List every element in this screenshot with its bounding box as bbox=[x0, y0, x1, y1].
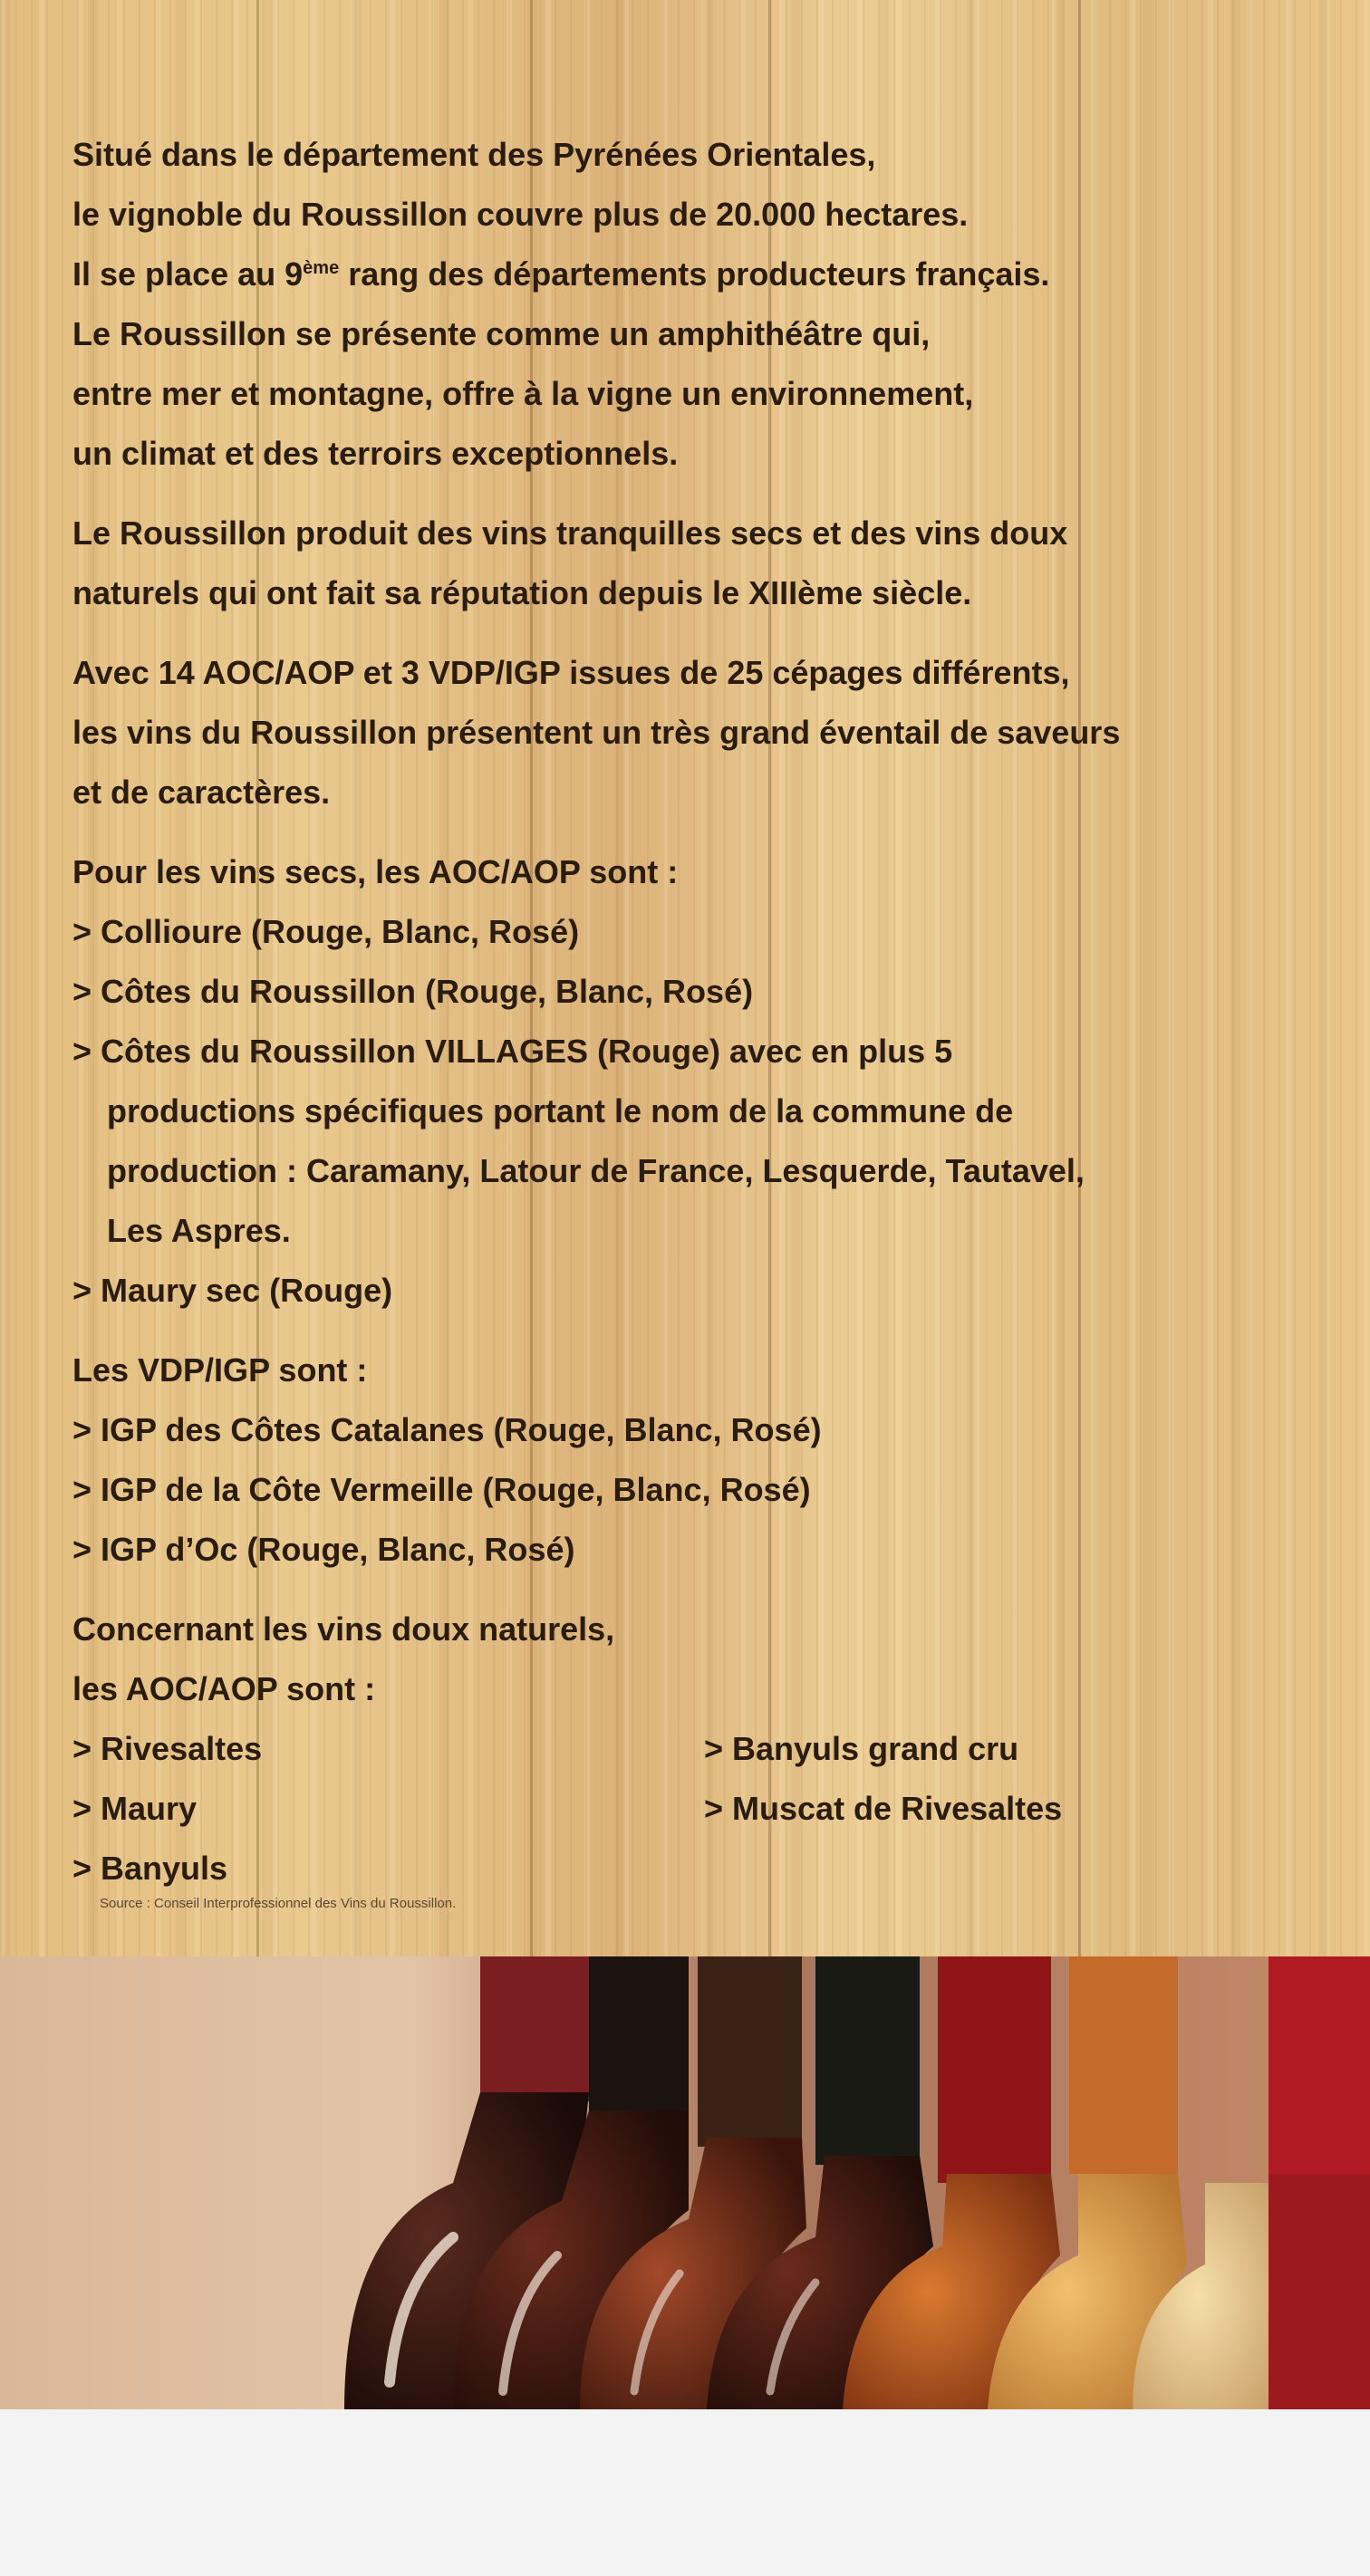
list-heading: Pour les vins secs, les AOC/AOP sont : bbox=[72, 853, 679, 890]
bottle-capsule bbox=[589, 1956, 689, 2129]
list-item-continuation: Les Aspres. bbox=[107, 1212, 291, 1249]
two-column-list bbox=[72, 1719, 1323, 1900]
source-caption: Source : Conseil Interprofessionnel des Vins du Roussillon. bbox=[100, 1896, 457, 1911]
text-line: les vins du Roussillon présentent un très grand éventail de saveurs bbox=[72, 714, 1121, 751]
appellations-paragraph bbox=[72, 643, 1323, 822]
list-item: > Maury sec (Rouge) bbox=[72, 1272, 393, 1309]
list-column-left bbox=[72, 1719, 707, 1898]
intro-paragraph bbox=[72, 125, 1323, 484]
text-line: Le Roussillon se présente comme un amphithéâtre qui, bbox=[72, 315, 931, 352]
bottle-capsule bbox=[938, 1956, 1051, 2183]
text-line bbox=[72, 245, 1323, 304]
list-heading: Les VDP/IGP sont : bbox=[72, 1351, 368, 1389]
list-heading: Concernant les vins doux naturels, bbox=[72, 1610, 615, 1648]
list-item: > Collioure (Rouge, Blanc, Rosé) bbox=[72, 913, 580, 950]
list-item: > IGP de la Côte Vermeille (Rouge, Blanc, Rosé) bbox=[72, 1471, 811, 1508]
list-column-right bbox=[704, 1719, 1320, 1839]
bottle-capsule bbox=[480, 1956, 589, 2101]
text-line: Situé dans le département des Pyrénées Orientales, bbox=[72, 136, 876, 173]
list-item: > Côtes du Roussillon (Rouge, Blanc, Rosé) bbox=[72, 973, 754, 1010]
list-item-continuation: productions spécifiques portant le nom de la commune de bbox=[107, 1092, 1014, 1129]
list-item: > Rivesaltes bbox=[72, 1730, 263, 1767]
wine-bottles-illustration bbox=[0, 1956, 1370, 2409]
blank-footer bbox=[0, 2409, 1370, 2576]
list-item: > Maury bbox=[72, 1790, 198, 1827]
text-line: un climat et des terroirs exceptionnels. bbox=[72, 435, 679, 472]
list-heading: les AOC/AOP sont : bbox=[72, 1670, 376, 1707]
text-line: Avec 14 AOC/AOP et 3 VDP/IGP issues de 25 cépages différents, bbox=[72, 654, 1070, 691]
bottle-capsule bbox=[698, 1956, 802, 2147]
bottle-capsule bbox=[815, 1956, 920, 2165]
text-fragment: Il se place au 9 bbox=[72, 255, 304, 293]
text-line: et de caractères. bbox=[72, 774, 331, 811]
sweet-wines-list bbox=[72, 1600, 1323, 1900]
wine-bottles-photo bbox=[0, 1956, 1370, 2409]
text-fragment: rang des départements producteurs français. bbox=[339, 255, 1050, 293]
text-line: naturels qui ont fait sa réputation depuis le XIIIème siècle. bbox=[72, 574, 972, 611]
list-item: > Banyuls bbox=[72, 1850, 228, 1887]
list-item: > Côtes du Roussillon VILLAGES (Rouge) avec en plus 5 bbox=[72, 1033, 953, 1070]
text-line: Le Roussillon produit des vins tranquilles secs et des vins doux bbox=[72, 514, 1068, 552]
bottle-red-edge bbox=[1269, 2174, 1370, 2409]
list-item: > IGP des Côtes Catalanes (Rouge, Blanc, Rosé) bbox=[72, 1411, 822, 1448]
text-line: entre mer et montagne, offre à la vigne un environnement, bbox=[72, 375, 974, 412]
list-item: > IGP d’Oc (Rouge, Blanc, Rosé) bbox=[72, 1531, 575, 1568]
superscript: ème bbox=[303, 258, 340, 278]
production-paragraph bbox=[72, 504, 1323, 623]
bottle-capsule bbox=[1269, 1956, 1370, 2183]
article-text bbox=[72, 125, 1323, 1900]
dry-wines-list bbox=[72, 842, 1323, 1321]
list-item: > Muscat de Rivesaltes bbox=[704, 1790, 1063, 1827]
igp-list bbox=[72, 1341, 1323, 1580]
text-line: le vignoble du Roussillon couvre plus de 20.000 hectares. bbox=[72, 196, 969, 233]
list-item: > Banyuls grand cru bbox=[704, 1730, 1019, 1767]
list-item-continuation: production : Caramany, Latour de France, Lesquerde, Tautavel, bbox=[107, 1152, 1085, 1189]
bottle-capsule bbox=[1069, 1956, 1178, 2174]
